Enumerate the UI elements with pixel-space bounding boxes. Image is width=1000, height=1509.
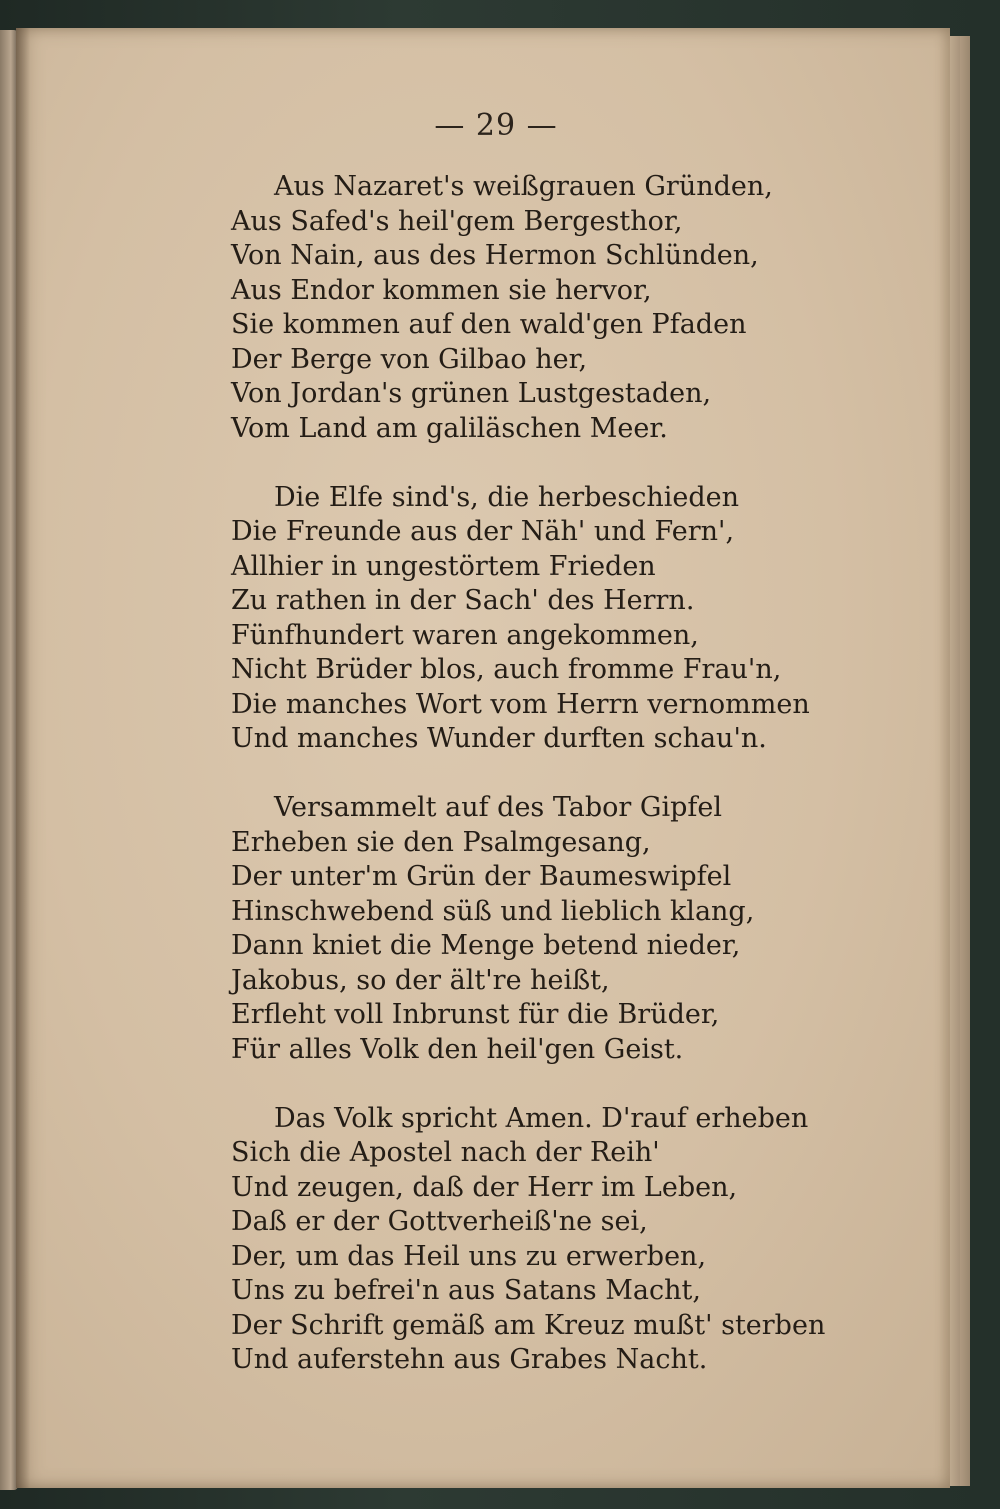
poem-line: Erfleht voll Inbrunst für die Brüder, — [231, 999, 720, 1030]
poem-line: Daß er der Gottverheiß'ne sei, — [231, 1206, 648, 1237]
poem-line: Der, um das Heil uns zu erwerben, — [231, 1240, 707, 1272]
book-page — [16, 28, 950, 1488]
poem-line: Jakobus, so der ält're heißt, — [231, 964, 610, 996]
poem-line: Nicht Brüder blos, auch fromme Frau'n, — [231, 654, 782, 685]
poem-line: Fünfhundert waren angekommen, — [231, 619, 699, 651]
poem-line: Für alles Volk den heil'gen Geist. — [231, 1033, 684, 1065]
poem-line: Die Elfe sind's, die herbeschieden — [274, 481, 739, 513]
stanza — [16, 1102, 950, 1378]
poem-line: Der Schrift gemäß am Kreuz mußt' sterben — [231, 1309, 826, 1341]
poem-line: Die manches Wort vom Herrn vernommen — [231, 688, 810, 720]
binding-shadow — [16, 28, 30, 1488]
poem-line: Aus Endor kommen sie hervor, — [231, 274, 652, 306]
stanza — [16, 481, 950, 757]
poem-line: Dann kniet die Menge betend nieder, — [231, 930, 741, 961]
poem — [16, 170, 950, 1412]
poem-line: Allhier in ungestörtem Frieden — [231, 550, 656, 582]
poem-line: Der unter'm Grün der Baumeswipfel — [231, 861, 732, 892]
poem-line: Versammelt auf des Tabor Gipfel — [274, 792, 723, 823]
poem-line: Vom Land am galiläschen Meer. — [231, 412, 668, 444]
poem-line: Zu rathen in der Sach' des Herrn. — [231, 585, 695, 616]
poem-line: Aus Safed's heil'gem Bergesthor, — [231, 205, 683, 237]
page-number: — 29 — — [434, 108, 558, 143]
poem-line: Erheben sie den Psalmgesang, — [231, 826, 651, 858]
poem-line: Von Nain, aus des Hermon Schlünden, — [231, 240, 759, 271]
stanza — [16, 170, 950, 446]
poem-line: Und manches Wunder durften schau'n. — [231, 723, 767, 754]
poem-line: Die Freunde aus der Näh' und Fern', — [231, 516, 735, 547]
poem-line: Der Berge von Gilbao her, — [231, 343, 588, 375]
poem-line: Aus Nazaret's weißgrauen Gründen, — [274, 171, 773, 202]
poem-line: Und zeugen, daß der Herr im Leben, — [231, 1171, 738, 1203]
poem-line: Sich die Apostel nach der Reih' — [231, 1137, 660, 1168]
poem-line: Sie kommen auf den wald'gen Pfaden — [231, 309, 747, 340]
poem-line: Und auferstehn aus Grabes Nacht. — [231, 1344, 708, 1375]
poem-line: Von Jordan's grünen Lustgestaden, — [231, 378, 712, 409]
poem-line: Das Volk spricht Amen. D'rauf erheben — [274, 1102, 809, 1134]
poem-line: Uns zu befrei'n aus Satans Macht, — [231, 1275, 701, 1306]
poem-line: Hinschwebend süß und lieblich klang, — [231, 895, 755, 927]
stanza — [16, 791, 950, 1067]
